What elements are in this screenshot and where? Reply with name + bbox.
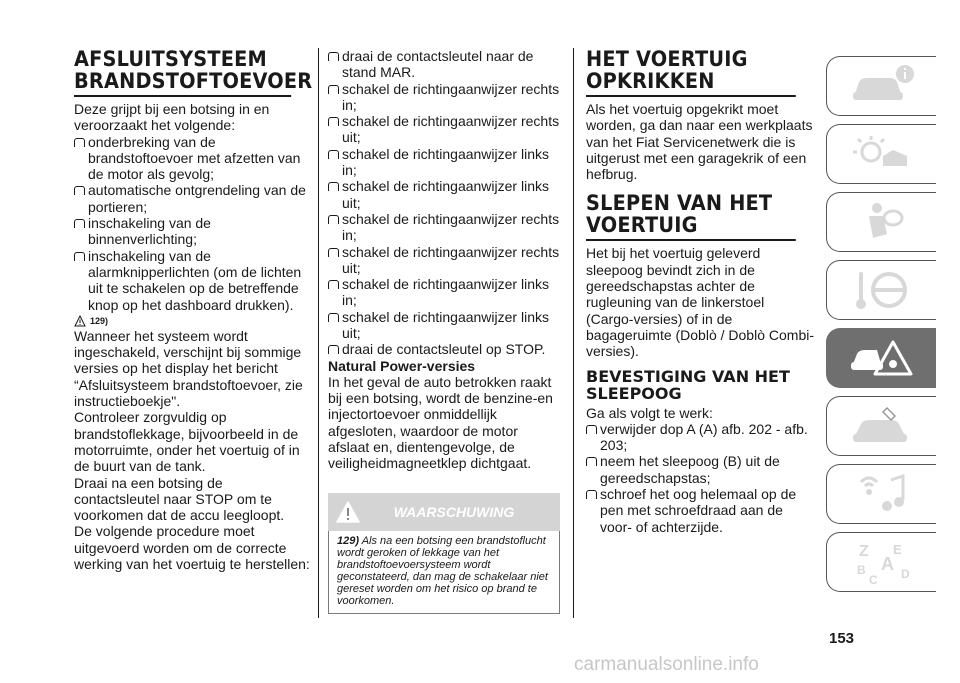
intro-text: Deze grijpt bij een botsing in en veroorzaakt het volgende: <box>74 101 270 134</box>
list-item: neem het sleepoog (B) uit de gereedschapstas; <box>586 453 814 486</box>
natural-power-text: In het geval de auto betrokken raakt bij een botsing, wordt de benzine-en injectortoevoer onmiddellijk afgesloten, waardoor de motor afslaat en, dientengevolge, de veiligheidmagneetklep dichtgaat. <box>328 373 553 472</box>
jacking-text: Als het voertuig opgekrikt moet worden, ga dan naar een werkplaats van het Fiat Servicenetwerk die is uitgerust met een garagekrik of een hefbrug. <box>586 101 813 183</box>
warning-icon <box>328 500 368 524</box>
tab-airbag[interactable] <box>826 192 936 252</box>
airbag-icon <box>847 198 917 246</box>
list-item: schroef het oog helemaal op de pen met schroefdraad aan de voor- of achterzijde. <box>586 486 814 535</box>
heading-tow-eye: BEVESTIGING VAN HET SLEEPOOG <box>586 366 790 403</box>
natural-power-heading: Natural Power-versies <box>328 357 476 374</box>
column-2 <box>328 48 560 614</box>
tab-emergency[interactable] <box>826 328 936 388</box>
tab-index[interactable] <box>826 532 936 592</box>
warning-header <box>328 493 560 531</box>
step-item: schakel de richtingaanwijzer links in; <box>328 146 560 179</box>
step-item: schakel de richtingaanwijzer links uit; <box>328 309 560 342</box>
svg-text:C: C <box>868 573 878 586</box>
tab-steering[interactable] <box>826 260 936 320</box>
heading-towing: SLEPEN VAN HET VOERTUIG <box>586 192 796 241</box>
paragraph: Controleer zorgvuldig op brandstoflekkage, bijvoorbeeld in de motorruimte, onder het voertuig of in de buurt van de tank. <box>74 409 300 475</box>
emergency-icon <box>847 334 917 382</box>
warning-title: WAARSCHUWING <box>393 504 515 521</box>
svg-text:Z: Z <box>858 543 869 560</box>
column-divider-1 <box>318 48 319 618</box>
page-number: 153 <box>829 630 855 647</box>
car-info-icon <box>847 62 917 110</box>
note-reference[interactable] <box>74 315 310 327</box>
step-item: schakel de richtingaanwijzer rechts in; <box>328 81 560 114</box>
warning-box <box>328 493 560 614</box>
step-item: schakel de richtingaanwijzer rechts uit; <box>328 113 560 146</box>
list-item: inschakeling van de alarmknipperlichten (om de lichten uit te schakelen op de betreffende knop op het dashboard drukken). <box>74 248 310 313</box>
steering-wheel-icon <box>847 266 917 314</box>
step-item: schakel de richtingaanwijzer rechts in; <box>328 211 560 244</box>
note-number: 129) <box>90 315 109 326</box>
heading-jacking: HET VOERTUIG OPKRIKKEN <box>586 48 796 97</box>
list-item: inschakeling van de binnenverlichting; <box>74 215 310 248</box>
svg-text:E: E <box>892 542 902 557</box>
list-item: verwijder dop A (A) afb. 202 - afb. 203; <box>586 421 814 454</box>
warning-body <box>328 531 560 614</box>
multimedia-icon <box>847 470 917 518</box>
column-divider-2 <box>573 48 574 618</box>
tab-car-info[interactable] <box>826 56 936 116</box>
towing-text: Het bij het voertuig geleverd sleepoog bevindt zich in de gereedschapstas achter de rugleuning van de linkerstoel (Cargo-versies) of in de bagageruimte (Doblò / Doblò Combi-versies). <box>586 245 814 360</box>
column-1 <box>74 47 313 573</box>
tab-multimedia[interactable] <box>826 464 936 524</box>
step-item: schakel de richtingaanwijzer links in; <box>328 276 560 309</box>
index-icon <box>847 538 917 586</box>
list-item: onderbreking van de brandstoftoevoer met afzetten van de motor als gevolg; <box>74 134 310 183</box>
step-item: draai de contactsleutel naar de stand MAR. <box>328 48 560 81</box>
step-item: draai de contactsleutel op STOP. <box>328 341 560 357</box>
tow-eye-intro: Ga als volgt te werk: <box>586 404 713 421</box>
paragraph: De volgende procedure moet uitgevoerd worden om de correcte werking van het voertuig te herstellen: <box>74 523 310 573</box>
heading-fuel-cutoff: AFSLUITSYSTEEM BRANDSTOFTOEVOER <box>74 48 291 97</box>
chapter-tabs <box>826 56 936 600</box>
svg-text:B: B <box>856 563 866 577</box>
watermark: carmanualsonline.info <box>574 654 759 675</box>
step-item: schakel de richtingaanwijzer rechts uit; <box>328 244 560 277</box>
step-item: schakel de richtingaanwijzer links uit; <box>328 178 560 211</box>
lights-icon <box>847 130 917 178</box>
column-3 <box>586 48 814 535</box>
list-item: automatische ontgrendeling van de portieren; <box>74 182 310 215</box>
paragraph: Draai na een botsing de contactsleutel naar STOP om te voorkomen dat de accu leegloopt. <box>74 474 285 524</box>
maintenance-icon <box>847 402 917 450</box>
warning-triangle-icon <box>74 315 86 327</box>
svg-text:D: D <box>900 567 910 581</box>
tab-maintenance[interactable] <box>826 396 936 456</box>
svg-text:A: A <box>880 554 894 574</box>
warning-number: 129) <box>337 535 360 548</box>
warning-text: Als na een botsing een brandstoflucht wordt geroken of lekkage van het brandstoftoevoersysteem wordt geconstateerd, dan mag de schakelaar niet gereset worden om het risico op brand te voorkomen. <box>337 535 548 608</box>
tab-lights[interactable] <box>826 124 936 184</box>
paragraph: Wanneer het systeem wordt ingeschakeld, verschijnt bij sommige versies op het display het bericht “Afsluitsysteem brandstoftoevoer, zie instructieboekje". <box>74 327 303 410</box>
